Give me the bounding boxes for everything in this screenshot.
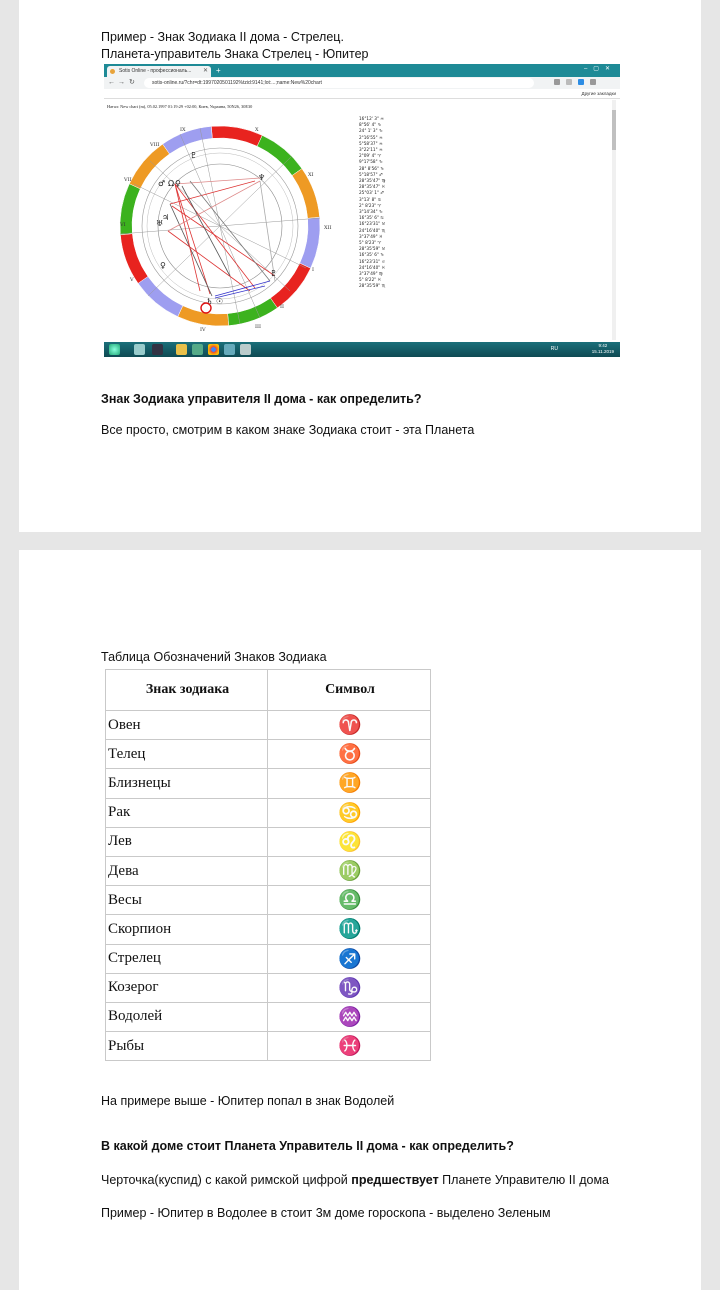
close-tab-icon[interactable]: ✕ bbox=[202, 68, 208, 74]
zodiac-segment bbox=[178, 306, 229, 326]
menu-icon[interactable] bbox=[590, 79, 596, 85]
section-heading-2: В какой доме стоит Планета Управитель II дома - как определить? bbox=[101, 1139, 514, 1153]
table-row bbox=[106, 915, 431, 944]
zodiac-sign-name: Лев bbox=[106, 827, 268, 856]
explorer-icon[interactable] bbox=[134, 344, 145, 355]
position-row: 24°16'40" ♓ bbox=[359, 264, 386, 270]
zodiac-sign-name: Рыбы bbox=[106, 1032, 268, 1061]
language-indicator[interactable]: RU bbox=[550, 346, 558, 352]
favicon-icon bbox=[110, 69, 115, 74]
reload-icon[interactable]: ↻ bbox=[129, 79, 135, 86]
embedded-screenshot bbox=[104, 64, 620, 357]
body-text-part2: Планете Управителю II дома bbox=[438, 1173, 609, 1187]
svg-text:♆: ♆ bbox=[258, 173, 266, 182]
section-example-2: Пример - Юпитер в Водолее в стоит 3м доме гороскопа - выделено Зеленым bbox=[101, 1206, 551, 1220]
position-row: 2°16'55" ♒ bbox=[359, 134, 383, 140]
translate-icon[interactable] bbox=[554, 79, 560, 85]
terminal-icon[interactable] bbox=[152, 344, 163, 355]
extension-icon[interactable] bbox=[578, 79, 584, 85]
table-row bbox=[106, 827, 431, 856]
position-row: 5° 8'22" ♓ bbox=[359, 277, 382, 283]
svg-text:Ω: Ω bbox=[168, 179, 175, 188]
svg-text:III: III bbox=[255, 324, 261, 330]
new-tab-icon[interactable]: + bbox=[216, 66, 221, 75]
position-row: 3°22'11" ♒ bbox=[359, 147, 383, 153]
table-row bbox=[106, 973, 431, 1002]
zodiac-sign-name: Рак bbox=[106, 798, 268, 827]
zodiac-segment bbox=[300, 217, 320, 268]
position-row: 28°35'59" ♏ bbox=[359, 283, 386, 289]
svg-text:XI: XI bbox=[308, 172, 314, 178]
svg-text:V: V bbox=[130, 277, 134, 283]
app-icon[interactable] bbox=[224, 344, 235, 355]
position-row: 16°35' 6" ♑ bbox=[359, 252, 384, 258]
media-icon[interactable] bbox=[192, 344, 203, 355]
browser-tab-strip bbox=[104, 64, 620, 77]
zodiac-symbol: ♐ bbox=[268, 944, 431, 973]
svg-text:VIII: VIII bbox=[150, 142, 160, 148]
zodiac-sign-name: Стрелец bbox=[106, 944, 268, 973]
example-line-1: Пример - Знак Зодиака II дома - Стрелец. bbox=[101, 30, 344, 44]
svg-text:VII: VII bbox=[124, 177, 132, 183]
zodiac-symbol: ♈ bbox=[268, 711, 431, 740]
position-row: 2° 8'23" ♈ bbox=[359, 202, 382, 208]
zodiac-sign-name: Дева bbox=[106, 856, 268, 885]
zodiac-symbol: ♉ bbox=[268, 740, 431, 769]
folder-icon[interactable] bbox=[176, 344, 187, 355]
svg-text:I: I bbox=[312, 267, 314, 273]
zodiac-symbol: ♊ bbox=[268, 769, 431, 798]
svg-text:IX: IX bbox=[180, 127, 186, 133]
position-row: 9°17'58" ♑ bbox=[359, 159, 383, 165]
svg-text:♀: ♀ bbox=[160, 261, 166, 270]
svg-text:VI: VI bbox=[120, 222, 126, 228]
zodiac-symbol: ♒ bbox=[268, 1002, 431, 1031]
svg-text:♅: ♅ bbox=[156, 219, 164, 228]
position-row: 16°23'31" ♌ bbox=[359, 258, 386, 264]
browser-tab[interactable] bbox=[107, 66, 211, 77]
zodiac-symbol: ♑ bbox=[268, 973, 431, 1002]
position-row: 24° 1' 3" ♑ bbox=[359, 128, 383, 134]
zodiac-symbol: ♎ bbox=[268, 886, 431, 915]
svg-text:♇: ♇ bbox=[190, 151, 198, 160]
chrome-icon[interactable] bbox=[208, 344, 219, 355]
zodiac-symbol: ♓ bbox=[268, 1032, 431, 1061]
svg-text:♀: ♀ bbox=[175, 179, 181, 188]
other-bookmarks[interactable]: Другие закладки bbox=[581, 91, 616, 96]
back-icon[interactable]: ← bbox=[108, 79, 115, 86]
table-caption: Таблица Обозначений Знаков Зодиака bbox=[101, 650, 327, 664]
position-row: 16°12' 3" ♒ bbox=[359, 116, 384, 121]
svg-text:X: X bbox=[255, 127, 259, 133]
body-text-part1: Черточка(куспид) с какой римской цифрой bbox=[101, 1173, 352, 1187]
position-row: 16°23'31" ♉ bbox=[359, 221, 386, 227]
section-body-1: Все просто, смотрим в каком знаке Зодиака стоит - эта Планета bbox=[101, 423, 475, 437]
example-result: На примере выше - Юпитер попал в знак Водолей bbox=[101, 1094, 395, 1108]
table-row bbox=[106, 1032, 431, 1061]
zodiac-symbol: ♌ bbox=[268, 827, 431, 856]
paint-icon[interactable] bbox=[240, 344, 251, 355]
url-input[interactable]: sotis-online.ru/?chr=dt:1997020501192%tzid:9141;lot:...;name:New%20chart bbox=[144, 78, 534, 88]
position-row: 3°14'34" ♑ bbox=[359, 209, 383, 215]
zodiac-symbol: ♏ bbox=[268, 915, 431, 944]
svg-text:♇: ♇ bbox=[270, 269, 278, 278]
position-row: 5°58'37" ♒ bbox=[359, 140, 383, 146]
document-page-2 bbox=[19, 550, 701, 1290]
clock-time: 9:42 bbox=[598, 343, 608, 348]
tab-title: Sotis Online - профессиональ... bbox=[119, 68, 192, 74]
svg-text:☉: ☉ bbox=[216, 297, 224, 306]
example-line-2: Планета-управитель Знака Стрелец - Юпитер bbox=[101, 47, 369, 61]
document-page-1 bbox=[19, 0, 701, 532]
start-icon[interactable] bbox=[109, 344, 120, 355]
scrollbar-thumb[interactable] bbox=[612, 110, 616, 150]
section-body-2 bbox=[101, 1172, 609, 1188]
zodiac-sign-name: Телец bbox=[106, 740, 268, 769]
svg-text:♂: ♂ bbox=[158, 179, 166, 188]
zodiac-symbol: ♋ bbox=[268, 798, 431, 827]
position-row: 28°35'47" ♓ bbox=[359, 184, 386, 190]
position-row: 25°03' 1" ♐ bbox=[359, 190, 384, 196]
table-row bbox=[106, 769, 431, 798]
svg-text:II: II bbox=[280, 304, 284, 310]
zodiac-sign-name: Козерог bbox=[106, 973, 268, 1002]
chart-header: Натал: New chart (m), 05.02.1997 01:19:29 +02:00, Киев, Украина, 50N26, 30E30 bbox=[107, 104, 253, 109]
position-row: 3°37'49" ♍ bbox=[359, 271, 383, 277]
position-row: 5°18'57" ♐ bbox=[359, 171, 383, 177]
natal-chart-wheel bbox=[116, 114, 336, 339]
table-row bbox=[106, 798, 431, 827]
bookmarks-bar bbox=[104, 89, 620, 99]
body-text-bold: предшествует bbox=[351, 1173, 439, 1187]
position-row: 3°13' 8" ♋ bbox=[359, 196, 382, 202]
clock-date: 15.11.2019 bbox=[591, 349, 614, 354]
zodiac-table bbox=[105, 669, 431, 1061]
address-bar-row bbox=[104, 77, 620, 89]
position-row: 28° 8'56" ♑ bbox=[359, 165, 384, 171]
svg-text:XII: XII bbox=[324, 225, 332, 231]
position-row: 16°35' 6" ♋ bbox=[359, 215, 384, 221]
position-row: 8°56' 4" ♑ bbox=[359, 122, 382, 128]
window-controls[interactable]: –▢✕ bbox=[583, 66, 616, 72]
position-row: 24°16'40" ♏ bbox=[359, 227, 386, 233]
planet-positions-list bbox=[359, 116, 385, 290]
taskbar bbox=[104, 342, 620, 357]
clock[interactable] bbox=[592, 343, 614, 355]
table-row bbox=[106, 711, 431, 740]
column-header-symbol: Символ bbox=[268, 670, 431, 711]
table-row bbox=[106, 1002, 431, 1031]
position-row: 28°35'59" ♉ bbox=[359, 246, 386, 252]
zodiac-sign-name: Овен bbox=[106, 711, 268, 740]
zodiac-symbol: ♍ bbox=[268, 856, 431, 885]
table-row bbox=[106, 944, 431, 973]
zodiac-sign-name: Близнецы bbox=[106, 769, 268, 798]
position-row: 5° 8'23" ♈ bbox=[359, 240, 382, 246]
svg-text:♃: ♃ bbox=[162, 213, 170, 222]
forward-icon[interactable]: → bbox=[118, 79, 125, 86]
table-row bbox=[106, 886, 431, 915]
star-icon[interactable] bbox=[566, 79, 572, 85]
section-heading-1: Знак Зодиака управителя II дома - как определить? bbox=[101, 392, 422, 406]
position-row: 28°35'47" ♍ bbox=[359, 178, 386, 184]
table-row bbox=[106, 740, 431, 769]
svg-text:♄: ♄ bbox=[206, 297, 214, 306]
table-header-row bbox=[106, 670, 431, 711]
scrollbar[interactable] bbox=[612, 100, 616, 340]
zodiac-sign-name: Водолей bbox=[106, 1002, 268, 1031]
position-row: 3°37'49" ♓ bbox=[359, 233, 383, 239]
zodiac-sign-name: Весы bbox=[106, 886, 268, 915]
svg-text:IV: IV bbox=[200, 327, 206, 333]
column-header-sign: Знак зодиака bbox=[106, 670, 268, 711]
position-row: 2°09' 4" ♈ bbox=[359, 153, 382, 159]
table-row bbox=[106, 856, 431, 885]
zodiac-sign-name: Скорпион bbox=[106, 915, 268, 944]
